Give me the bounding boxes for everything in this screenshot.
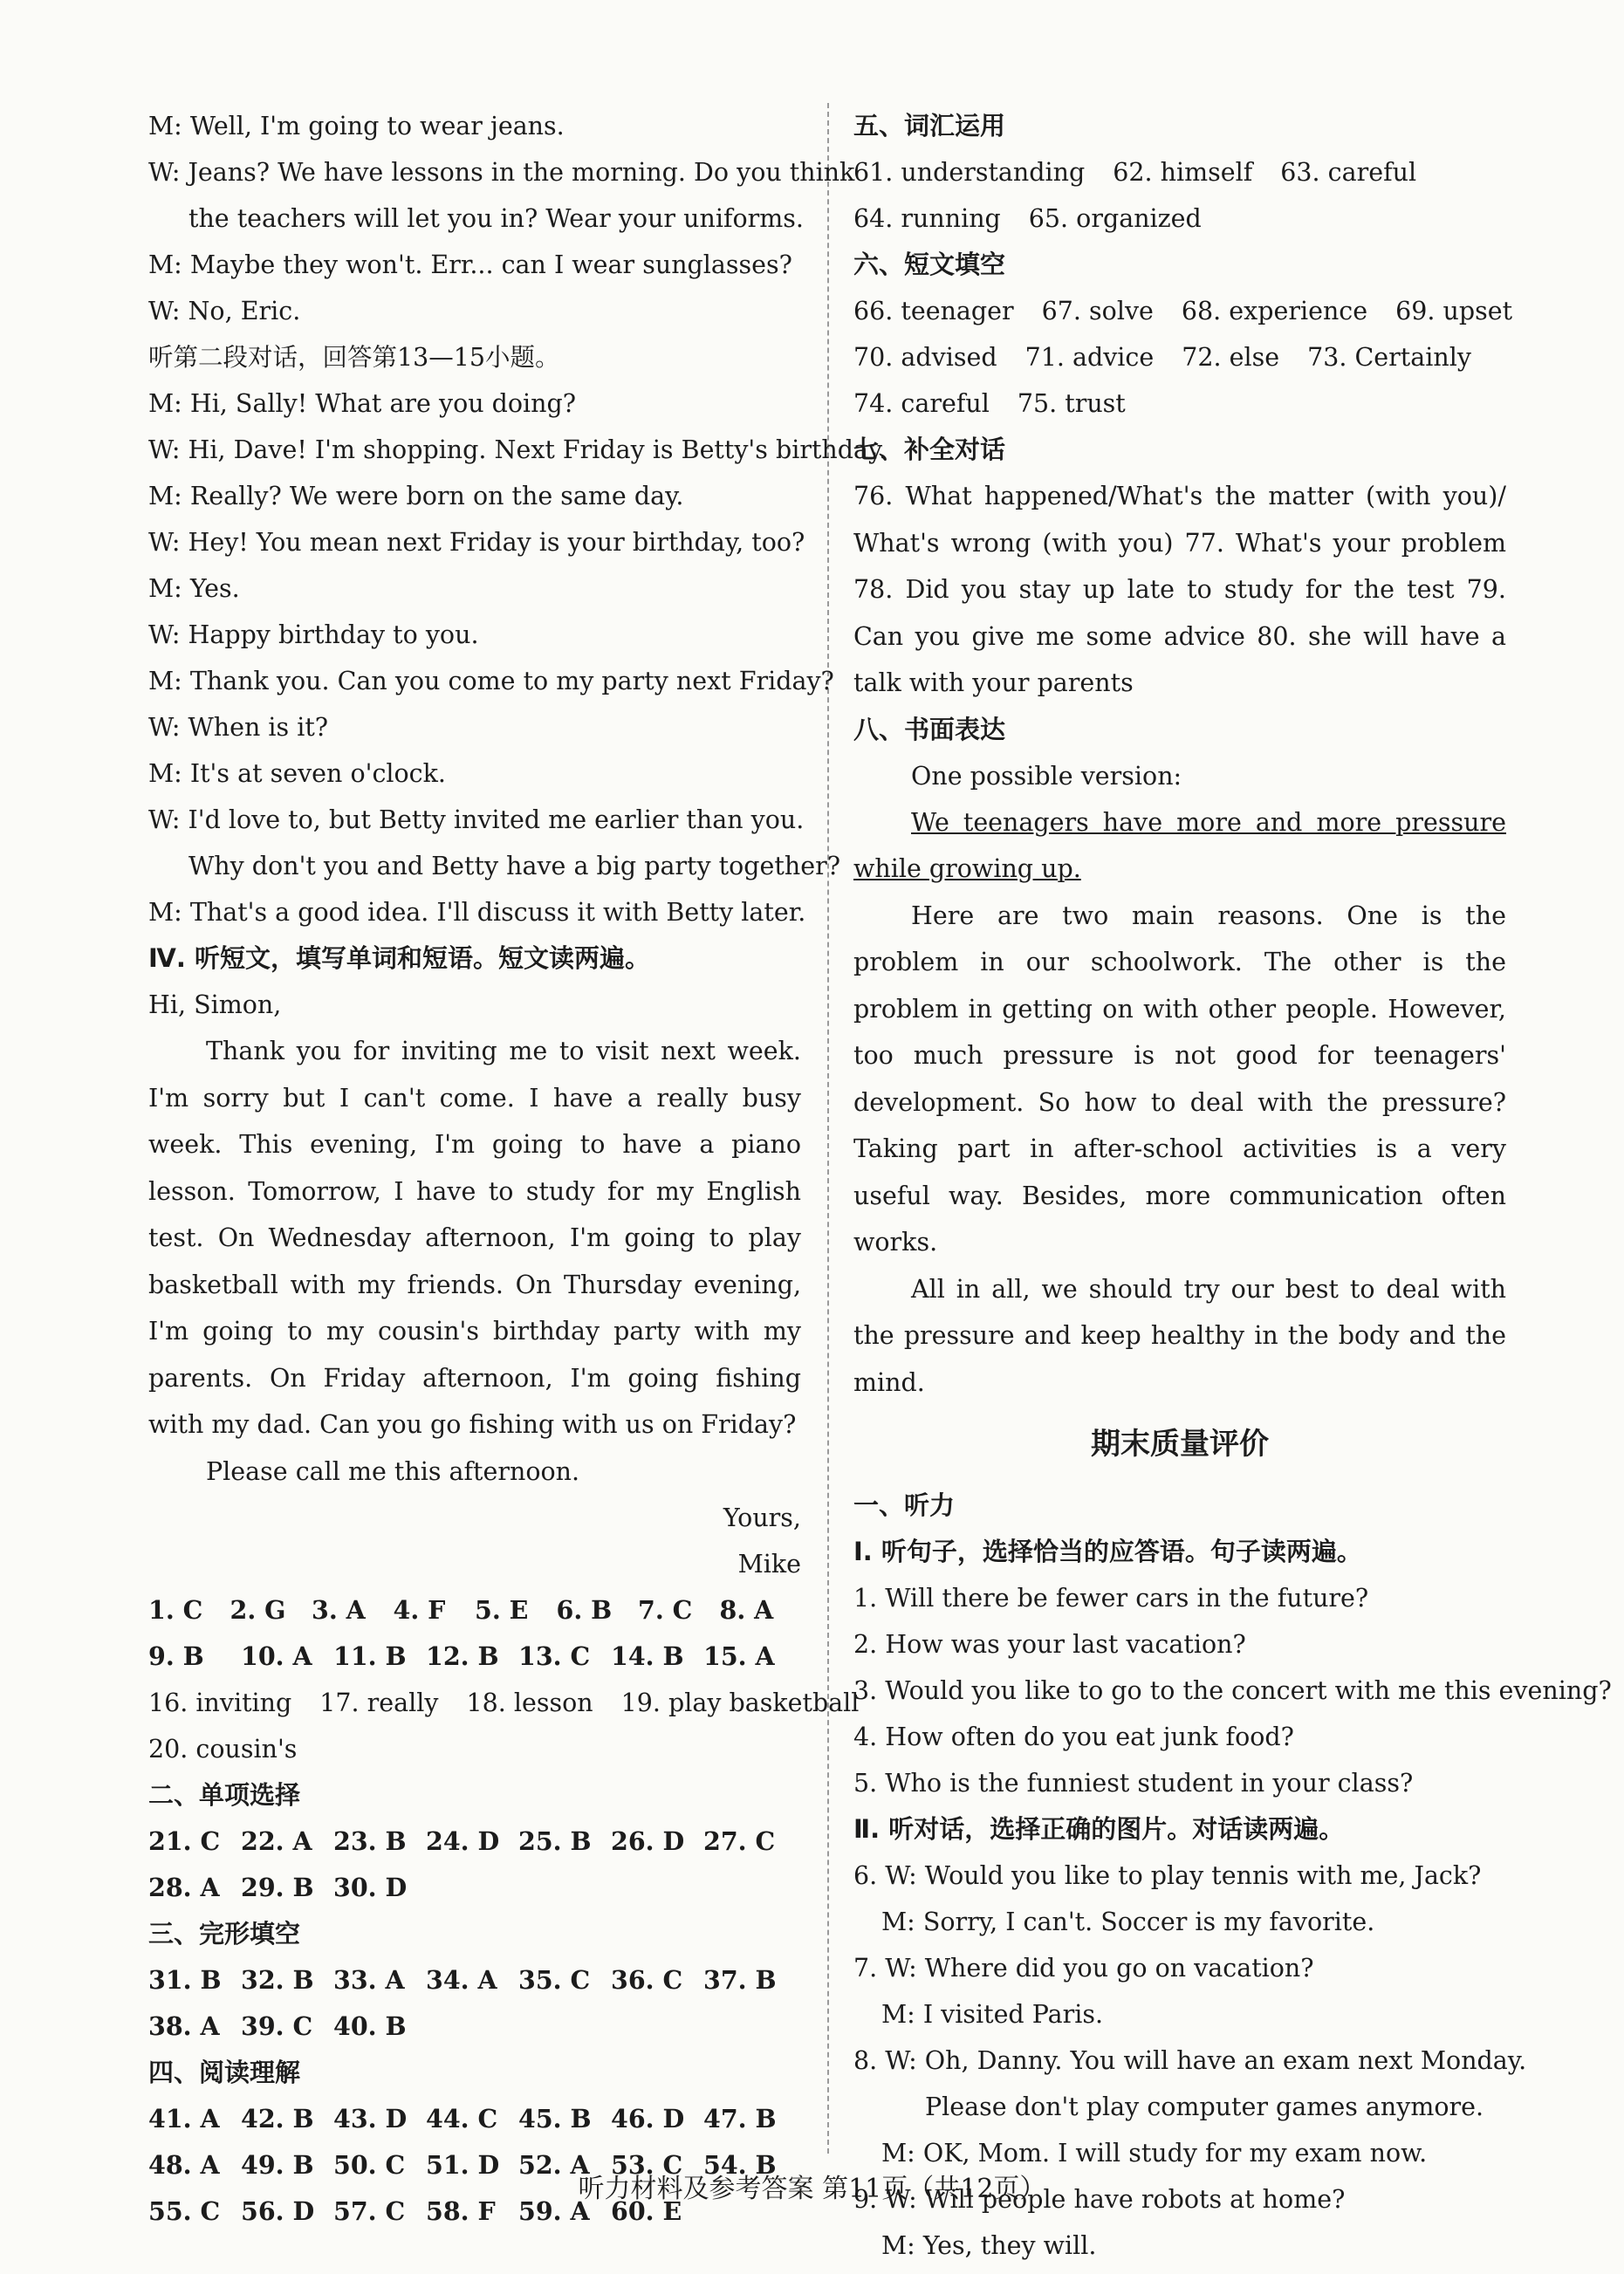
answer-item: 72. else [1182, 343, 1280, 372]
answer-item: 26. D [611, 1825, 685, 1856]
dialog-text: W: When is it? [148, 713, 329, 742]
answers-66-69-row [853, 288, 1513, 334]
answer-item: 52. A [518, 2149, 590, 2180]
dialog-text: M: Really? We were born on the same day. [148, 482, 684, 510]
answer-item: 12. B [426, 1640, 499, 1671]
dialog-text: M: Maybe they won't. Err... can I wear sunglasses? [148, 250, 792, 279]
section-iv-heading: Ⅳ. 听短文，填写单词和短语。短文读两遍。 [148, 943, 650, 973]
dialog-text: W: No, Eric. [148, 297, 301, 325]
answer-item: 57. C [333, 2195, 406, 2226]
answer-item: 74. careful [853, 389, 990, 418]
listening-heading: 一、听力 [853, 1490, 956, 1520]
answer-item: 75. trust [1017, 389, 1126, 418]
answer-item: 49. B [241, 2149, 314, 2180]
answer-item: 10. A [241, 1640, 312, 1671]
answer-item: 50. C [333, 2149, 406, 2180]
answers-74-75-row [853, 380, 1506, 427]
dialog-continuation: Why don't you and Betty have a big party together? [188, 852, 840, 880]
letter-closing: Please call me this afternoon. [206, 1456, 580, 1486]
answer-item: 1. C [148, 1594, 203, 1625]
part-2-heading: Ⅱ. 听对话，选择正确的图片。对话读两遍。 [853, 1814, 1345, 1844]
answer-item: 41. A [148, 2103, 220, 2134]
answer-item: 13. C [518, 1640, 591, 1671]
answers-64-65-row [853, 195, 1506, 242]
dialog-text: W: Hi, Dave! I'm shopping. Next Friday is Betty's birthday. [148, 435, 887, 464]
answer-item: 53. C [611, 2149, 683, 2180]
letter-sign-yours: Yours, [723, 1503, 801, 1532]
answer-20: 20. cousin's [148, 1734, 298, 1764]
dialog-line [148, 242, 801, 288]
answer-item: 45. B [518, 2103, 592, 2134]
answers-31-40-row [148, 1957, 801, 2003]
final-exam-title: 期末质量评价 [1091, 1427, 1269, 1462]
answers-31-40-row [148, 2003, 801, 2050]
column-divider [827, 103, 829, 2154]
answer-item: 58. F [426, 2195, 496, 2226]
answer-item: 3. A [312, 1594, 366, 1625]
answer-item: 68. experience [1181, 297, 1368, 325]
answer-item: 6. B [556, 1594, 613, 1625]
answer-item: 28. A [148, 1872, 220, 1902]
dialog-line [148, 103, 801, 149]
answer-item: 60. E [611, 2195, 682, 2226]
answer-item: 71. advice [1024, 343, 1155, 372]
part-1-heading: Ⅰ. 听句子，选择恰当的应答语。句子读两遍。 [853, 1537, 1362, 1566]
part-2-dialog-line: 6. W: Would you like to play tennis with me, Jack? [853, 1861, 1482, 1890]
answer-item: 5. E [475, 1594, 529, 1625]
dialog-line [148, 750, 801, 797]
answer-item: 14. B [611, 1640, 684, 1671]
answer-item: 36. C [611, 1964, 683, 1995]
essay-paragraph-2: Here are two main reasons. One is the problem in our schoolwork. The other is the problem in getting on with other people. However, too much pressure is not good for teenagers' development. So how to deal with the pressure? Taking part in after-school activities is a very useful way. Besides, more communication often works. [853, 901, 1506, 1257]
dialog-text: W: Jeans? We have lessons in the morning. Do you think [148, 158, 855, 187]
answer-item: 32. B [241, 1964, 314, 1995]
answer-item: 17. really [319, 1688, 439, 1717]
answer-item: 7. C [638, 1594, 693, 1625]
answers-21-30-row [148, 1865, 801, 1911]
answers-1-15-row [148, 1587, 801, 1634]
part-1-item: 2. How was your last vacation? [853, 1630, 1246, 1659]
answers-76-80: 76. What happened/What's the matter (with you)/ What's wrong (with you) 77. What's your problem 78. Did you stay up late to study for the test 79. Can you give me some advice 80. she will have a talk with your parents [853, 482, 1506, 697]
answer-item: 18. lesson [466, 1688, 593, 1717]
essay-paragraph-3: All in all, we should try our best to deal with the pressure and keep healthy in the body and the mind. [853, 1274, 1506, 1397]
dialog-line [148, 658, 834, 704]
dialog-line [148, 288, 801, 334]
dialog-line [148, 519, 805, 565]
section-7-heading: 七、补全对话 [853, 435, 1006, 464]
dialog-text: M: Well, I'm going to wear jeans. [148, 112, 565, 140]
dialog-continuation: the teachers will let you in? Wear your uniforms. [188, 204, 804, 233]
answer-item: 66. teenager [853, 297, 1014, 325]
answer-item: 56. D [241, 2195, 315, 2226]
answer-item: 73. Certainly [1307, 343, 1471, 372]
dialog-line [148, 427, 887, 473]
dialog-text: W: Hey! You mean next Friday is your birthday, too? [148, 528, 805, 557]
answer-item: 31. B [148, 1964, 222, 1995]
letter-sign-name: Mike [737, 1549, 801, 1579]
part-2-dialog-line: 8. W: Oh, Danny. You will have an exam next Monday. [853, 2046, 1527, 2075]
dialog-line [148, 149, 855, 242]
answer-item: 62. himself [1113, 158, 1253, 187]
essay-first-sentence-text: We teenagers have more and more pressure while growing up. [853, 807, 1506, 883]
essay-first-sentence [853, 799, 1506, 893]
section-3-heading: 三、完形填空 [148, 1918, 301, 1949]
answer-item: 33. A [333, 1964, 405, 1995]
section-8-heading: 八、书面表达 [853, 714, 1006, 744]
answer-item: 22. A [241, 1825, 312, 1856]
section-2-heading: 二、单项选择 [148, 1779, 301, 1810]
dialog-line [148, 889, 806, 935]
dialog-text: W: Happy birthday to you. [148, 620, 479, 649]
answer-item: 48. A [148, 2149, 220, 2180]
answer-item: 42. B [241, 2103, 314, 2134]
answer-item: 27. C [703, 1825, 776, 1856]
answer-item: 64. running [853, 204, 1001, 233]
answer-item: 24. D [426, 1825, 500, 1856]
answer-item: 63. careful [1280, 158, 1417, 187]
answer-item: 70. advised [853, 343, 997, 372]
answer-item: 44. C [426, 2103, 498, 2134]
dialog-line [148, 612, 801, 658]
answers-1-15-row [148, 1634, 801, 1680]
answer-item: 39. C [241, 2010, 313, 2041]
letter-body: Thank you for inviting me to visit next week. I'm sorry but I can't come. I have a really busy week. This evening, I'm going to have a piano lesson. Tomorrow, I have to study for my English test. On Wednesday afternoon, I'm going to play basketball with my friends. On Thursday evening, I'm going to my cousin's birthday party with my parents. On Friday afternoon, I'm going fishing with my dad. Can you go fishing with us on Friday? [148, 1037, 801, 1439]
dialog-text: M: That's a good idea. I'll discuss it with Betty later. [148, 898, 806, 927]
answer-item: 9. B [148, 1640, 204, 1671]
right-column [853, 103, 1612, 2269]
answer-item: 55. C [148, 2195, 221, 2226]
part-1-item: 1. Will there be fewer cars in the future? [853, 1584, 1369, 1613]
answer-item: 30. D [333, 1872, 408, 1902]
answer-item: 35. C [518, 1964, 591, 1995]
part-2-dialog-line: M: OK, Mom. I will study for my exam now. [881, 2139, 1428, 2168]
dialog-text: M: Hi, Sally! What are you doing? [148, 389, 577, 418]
answer-item: 43. D [333, 2103, 408, 2134]
part-2-dialog-line: M: I visited Paris. [881, 2000, 1104, 2029]
answer-item: 47. B [703, 2103, 777, 2134]
answer-item: 51. D [426, 2149, 500, 2180]
part-2-dialog-line: 7. W: Where did you go on vacation? [853, 1954, 1314, 1983]
dialog-text: M: Yes. [148, 574, 240, 603]
answer-item: 54. B [703, 2149, 777, 2180]
answers-21-30-row [148, 1819, 801, 1865]
answer-item: 2. G [230, 1594, 286, 1625]
answer-item: 25. B [518, 1825, 592, 1856]
answer-item: 65. organized [1028, 204, 1202, 233]
section-5-heading: 五、词汇运用 [853, 111, 1006, 140]
dialog-text: W: I'd love to, but Betty invited me earlier than you. [148, 805, 805, 834]
dialog-line [148, 704, 801, 750]
part-2-dialog-line: M: Sorry, I can't. Soccer is my favorite. [881, 1908, 1375, 1936]
section-6-heading: 六、短文填空 [853, 250, 1006, 279]
page-footer: 听力材料及参考答案 第11页（共12页） [578, 2174, 1046, 2204]
part-2-dialog-line: 9. W: Will people have robots at home? [853, 2185, 1346, 2214]
answer-item: 23. B [333, 1825, 407, 1856]
answer-item: 37. B [703, 1964, 777, 1995]
dialog-text: M: It's at seven o'clock. [148, 759, 446, 788]
answer-item: 59. A [518, 2195, 590, 2226]
answer-item: 40. B [333, 2010, 407, 2041]
answers-61-63-row [853, 149, 1506, 195]
answer-item: 34. A [426, 1964, 497, 1995]
dialog-line [148, 473, 801, 519]
answer-item: 46. D [611, 2103, 685, 2134]
instruction-13-15: 听第二段对话，回答第13—15小题。 [148, 343, 560, 372]
answers-70-73-row [853, 334, 1506, 380]
answer-item: 15. A [703, 1640, 775, 1671]
answer-item: 8. A [719, 1594, 774, 1625]
part-2-dialog-line: Please don't play computer games anymore. [925, 2092, 1484, 2121]
dialog-line [148, 380, 801, 427]
letter-greeting: Hi, Simon, [148, 990, 282, 1019]
dialog-line [148, 797, 840, 889]
answer-item: 69. upset [1395, 297, 1513, 325]
answer-item: 4. F [393, 1594, 446, 1625]
dialog-text: M: Thank you. Can you come to my party next Friday? [148, 667, 834, 695]
answer-item: 38. A [148, 2010, 220, 2041]
answer-item: 16. inviting [148, 1688, 292, 1717]
part-1-item: 3. Would you like to go to the concert with me this evening? [853, 1676, 1612, 1705]
answers-41-60-row [148, 2096, 801, 2142]
answer-item: 11. B [333, 1640, 407, 1671]
section-4-heading: 四、阅读理解 [148, 2057, 301, 2087]
part-1-item: 4. How often do you eat junk food? [853, 1723, 1294, 1751]
answer-item: 61. understanding [853, 158, 1086, 187]
part-1-item: 5. Who is the funniest student in your class? [853, 1769, 1414, 1798]
answers-16-19-row [148, 1680, 860, 1726]
part-2-dialog-line: M: Yes, they will. [881, 2231, 1097, 2260]
answer-item: 29. B [241, 1872, 314, 1902]
answer-item: 19. play basketball [620, 1688, 860, 1717]
answer-item: 67. solve [1041, 297, 1154, 325]
answer-item: 21. C [148, 1825, 221, 1856]
dialog-line [148, 565, 801, 612]
essay-intro: One possible version: [911, 761, 1182, 791]
